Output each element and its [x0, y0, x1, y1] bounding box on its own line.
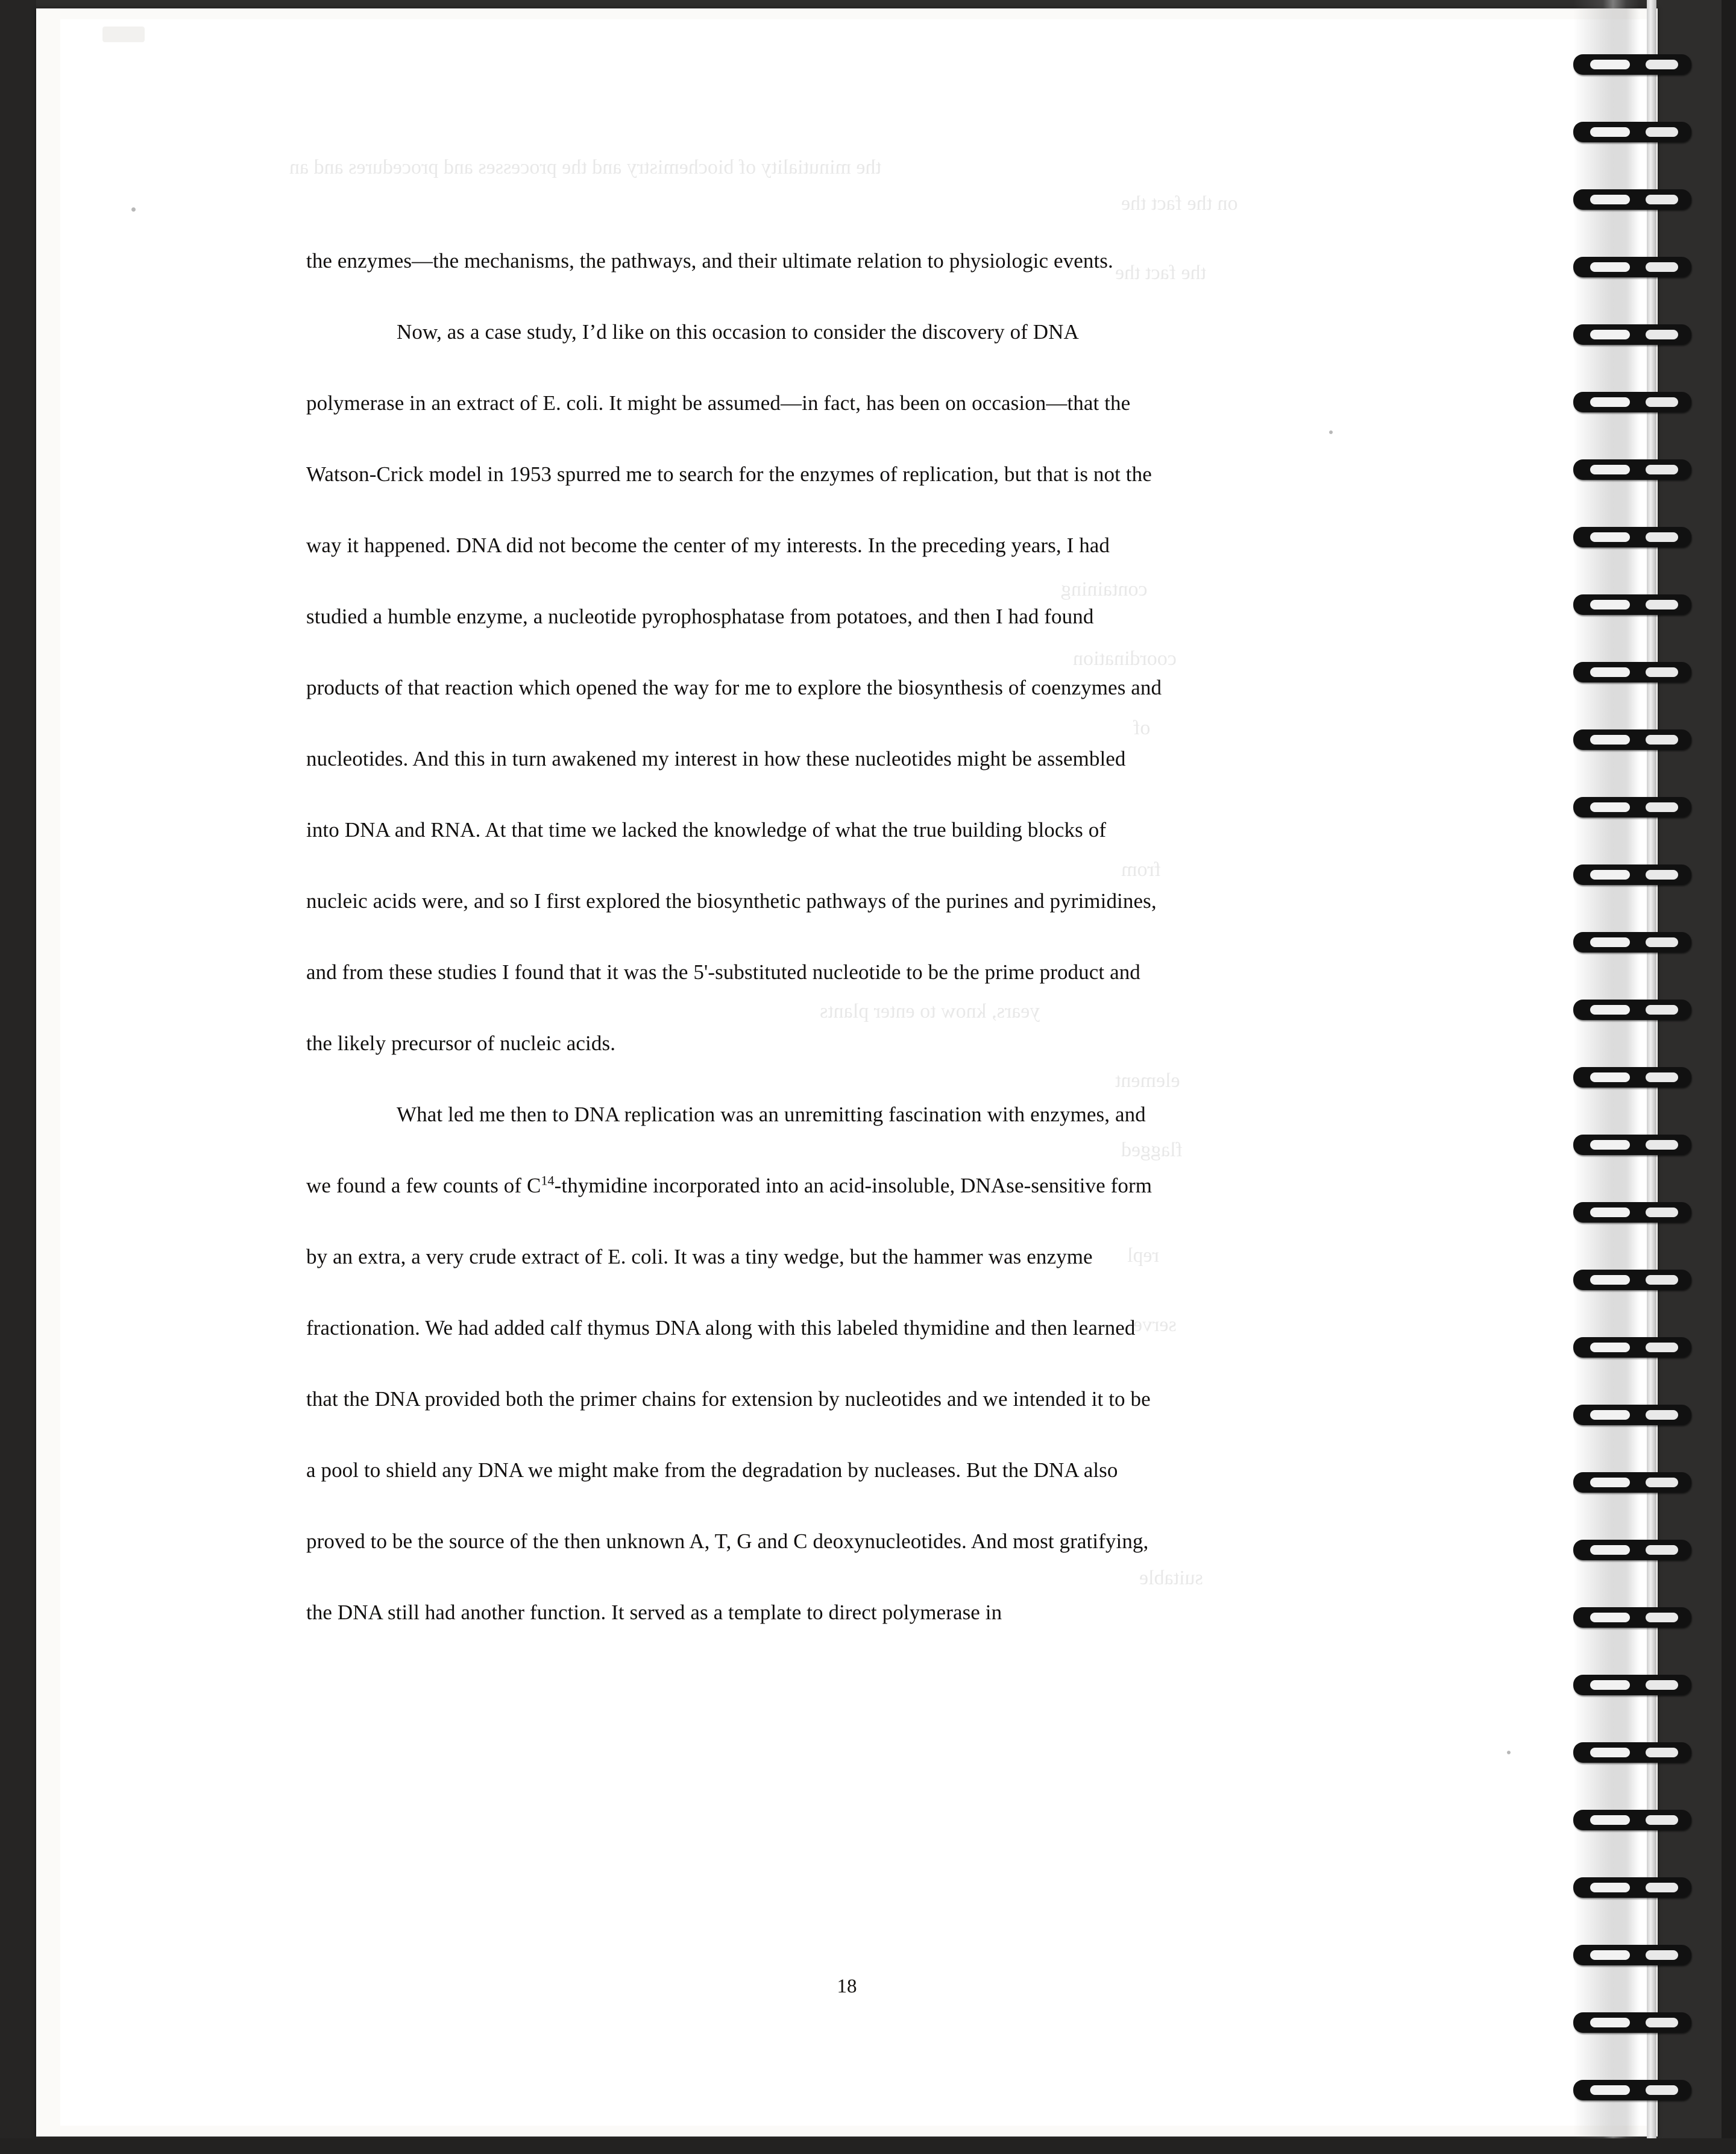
binding-coil [1573, 1067, 1691, 1089]
document-page [36, 8, 1658, 2137]
binding-coil [1573, 662, 1691, 684]
binding-coil [1573, 2080, 1691, 2102]
binding-coil [1573, 1945, 1691, 1967]
binding-coil [1573, 1675, 1691, 1696]
binding-coil [1573, 1202, 1691, 1224]
binding-coil [1573, 729, 1691, 751]
binding-coil [1573, 1607, 1691, 1629]
spiral-binding [1573, 0, 1736, 2154]
paragraph: What led me then to DNA replication was an unremitting fascination with enzymes, and we found a few counts of $C^{14}$-thymidine incorporated into an acid-insoluble, DNAse-sensitive form by an extra, a very crude extract of E. coli. It was a tiny wedge, but the hammer was enzyme fractionation. We had added calf thymus DNA along with this labeled thymidine and then learned that the DNA provided both the primer chains for extension by nucleotides and we intended it to be a pool to shield any DNA we might make from the degradation by nucleases. But the DNA also proved to be the source of the then unknown A, T, G and C deoxynucleotides. And most gratifying, the DNA still had another function. It served as a template to direct polymerase in [306, 1103, 1153, 1624]
binding-coil [1573, 324, 1691, 346]
binding-coil [1573, 797, 1691, 819]
binding-coil [1573, 932, 1691, 954]
binding-coil [1573, 1135, 1691, 1156]
binding-coil [1573, 2012, 1691, 2034]
scan-speck [131, 207, 136, 212]
superscript-isotope-label: 14 [541, 1173, 555, 1188]
binding-coil [1573, 1472, 1691, 1494]
left-dark-margin [0, 0, 36, 2154]
scan-speck [1507, 1751, 1511, 1754]
binding-coil [1573, 1810, 1691, 1831]
binding-coil [1573, 1405, 1691, 1426]
binding-coil [1573, 1000, 1691, 1021]
binding-coil [1573, 392, 1691, 414]
binding-coil [1573, 864, 1691, 886]
binding-coil [1573, 1877, 1691, 1899]
binding-coil [1573, 122, 1691, 143]
binding-coil [1573, 189, 1691, 211]
binding-coil [1573, 54, 1691, 76]
bottom-dark-margin [0, 2138, 1736, 2154]
scan-speck [1329, 430, 1333, 434]
right-dark-margin [1722, 0, 1736, 2154]
scan-artifact [102, 27, 145, 42]
binding-coil [1573, 1270, 1691, 1291]
paragraph: the enzymes—the mechanisms, the pathways, and their ultimate relation to physiologic events. [306, 249, 1113, 272]
binding-coil [1573, 527, 1691, 549]
binding-coil [1573, 257, 1691, 279]
paragraph: Now, as a case study, I’d like on this occasion to consider the discovery of DNA polymerase in an extract of E. coli. It might be assumed—in fact, has been on occasion—that the Watson-Crick model in 1953 spurred me to search for the enzymes of replication, but that is not the way it happened. DNA did not become the center of my interests. In the preceding years, I had studied a humble enzyme, a nucleotide pyrophosphatase from potatoes, and then I had found products of that reaction which opened the way for me to explore the biosynthesis of coenzymes and nucleotides. And this in turn awakened my interest in how these nucleotides might be assembled into DNA and RNA. At that time we lacked the knowledge of what the true building blocks of nucleic acids were, and so I first explored the biosynthetic pathways of the purines and pyrimidines, and from these studies I found that it was the 5'-substituted nucleotide to be the prime product and the likely precursor of nucleic acids. [306, 320, 1162, 1055]
binding-coil [1573, 594, 1691, 616]
page-number: 18 [837, 1976, 857, 1997]
binding-coil [1573, 1540, 1691, 1561]
binding-coil [1573, 459, 1691, 481]
body-text-column [306, 225, 1162, 1648]
binding-coil [1573, 1337, 1691, 1359]
binding-coil [1573, 1742, 1691, 1764]
